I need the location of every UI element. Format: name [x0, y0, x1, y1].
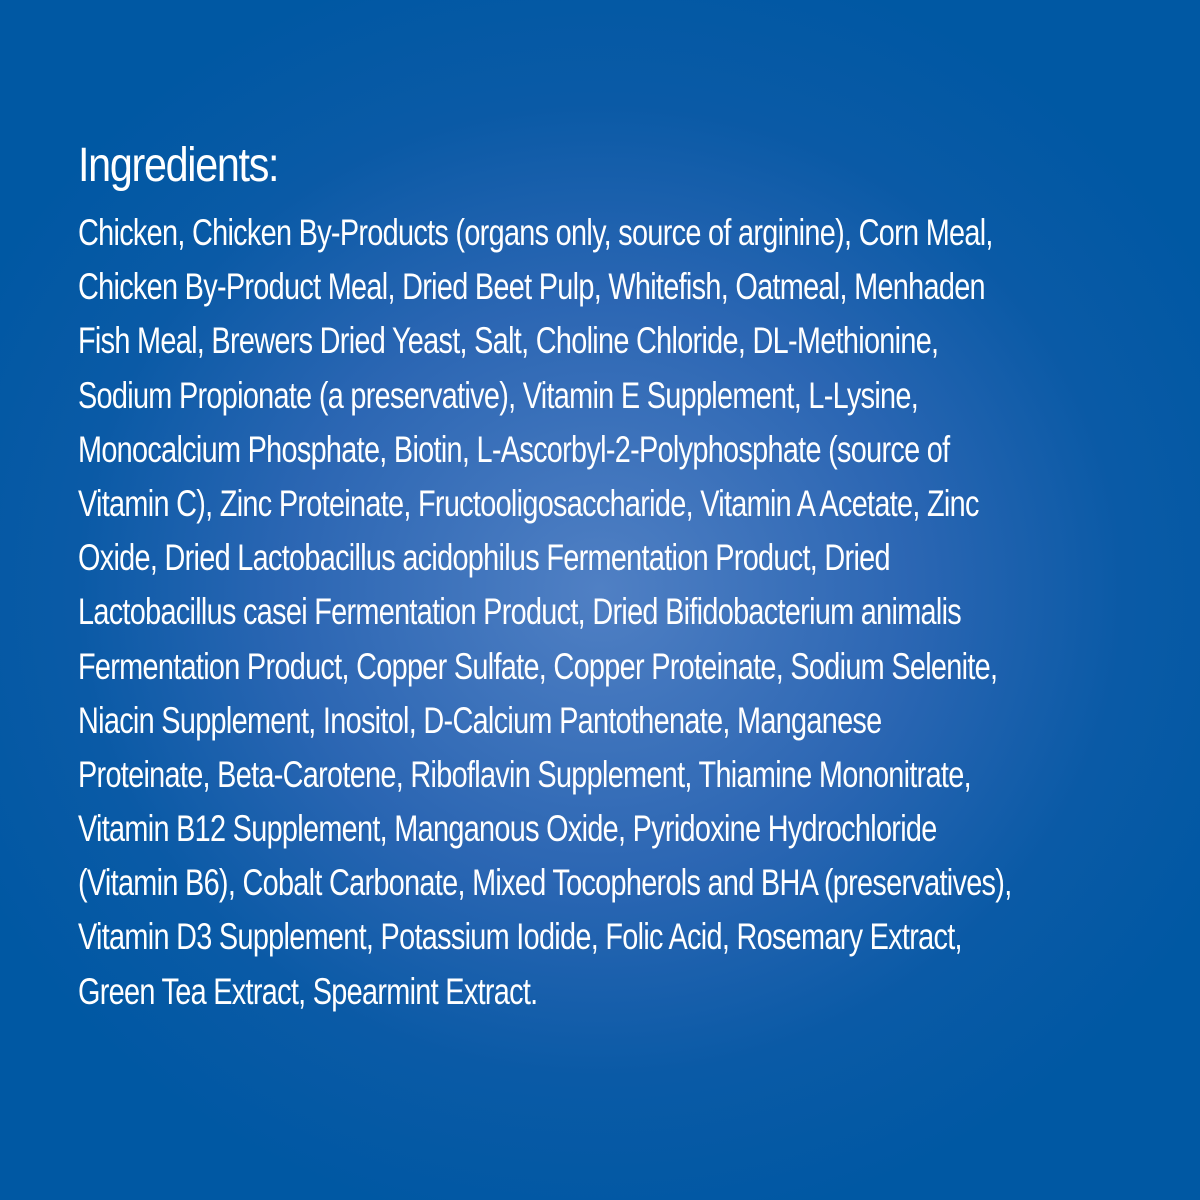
ingredients-line: Chicken, Chicken By-Products (organs only, source of arginine), Corn Meal,	[78, 212, 993, 253]
ingredients-line: Niacin Supplement, Inositol, D-Calcium Pantothenate, Manganese	[78, 699, 882, 741]
ingredients-line: Proteinate, Beta-Carotene, Riboflavin Supplement, Thiamine Mononitrate,	[78, 753, 971, 795]
ingredients-line: Fish Meal, Brewers Dried Yeast, Salt, Choline Chloride, DL-Methionine,	[78, 320, 939, 362]
ingredients-line: Vitamin D3 Supplement, Potassium Iodide, Folic Acid, Rosemary Extract,	[78, 916, 962, 958]
ingredients-list	[78, 206, 1178, 1019]
ingredients-line: Lactobacillus casei Fermentation Product, Dried Bifidobacterium animalis	[78, 591, 962, 633]
ingredients-line: Sodium Propionate (a preservative), Vitamin E Supplement, L-Lysine,	[78, 374, 919, 416]
ingredients-line: Monocalcium Phosphate, Biotin, L-Ascorbyl-2-Polyphosphate (source of	[78, 428, 950, 470]
ingredients-line: Vitamin C), Zinc Proteinate, Fructooligosaccharide, Vitamin A Acetate, Zinc	[78, 482, 979, 524]
ingredients-line: Fermentation Product, Copper Sulfate, Copper Proteinate, Sodium Selenite,	[78, 645, 998, 687]
ingredients-line: (Vitamin B6), Cobalt Carbonate, Mixed Tocopherols and BHA (preservatives),	[78, 862, 1012, 904]
ingredients-title: Ingredients:	[78, 139, 279, 192]
ingredients-line: Vitamin B12 Supplement, Manganous Oxide, Pyridoxine Hydrochloride	[78, 808, 937, 850]
ingredients-line: Oxide, Dried Lactobacillus acidophilus Fermentation Product, Dried	[78, 537, 890, 579]
ingredients-line: Chicken By-Product Meal, Dried Beet Pulp, Whitefish, Oatmeal, Menhaden	[78, 266, 985, 308]
ingredients-line: Green Tea Extract, Spearmint Extract.	[78, 970, 538, 1012]
ingredients-panel	[78, 138, 1178, 1019]
